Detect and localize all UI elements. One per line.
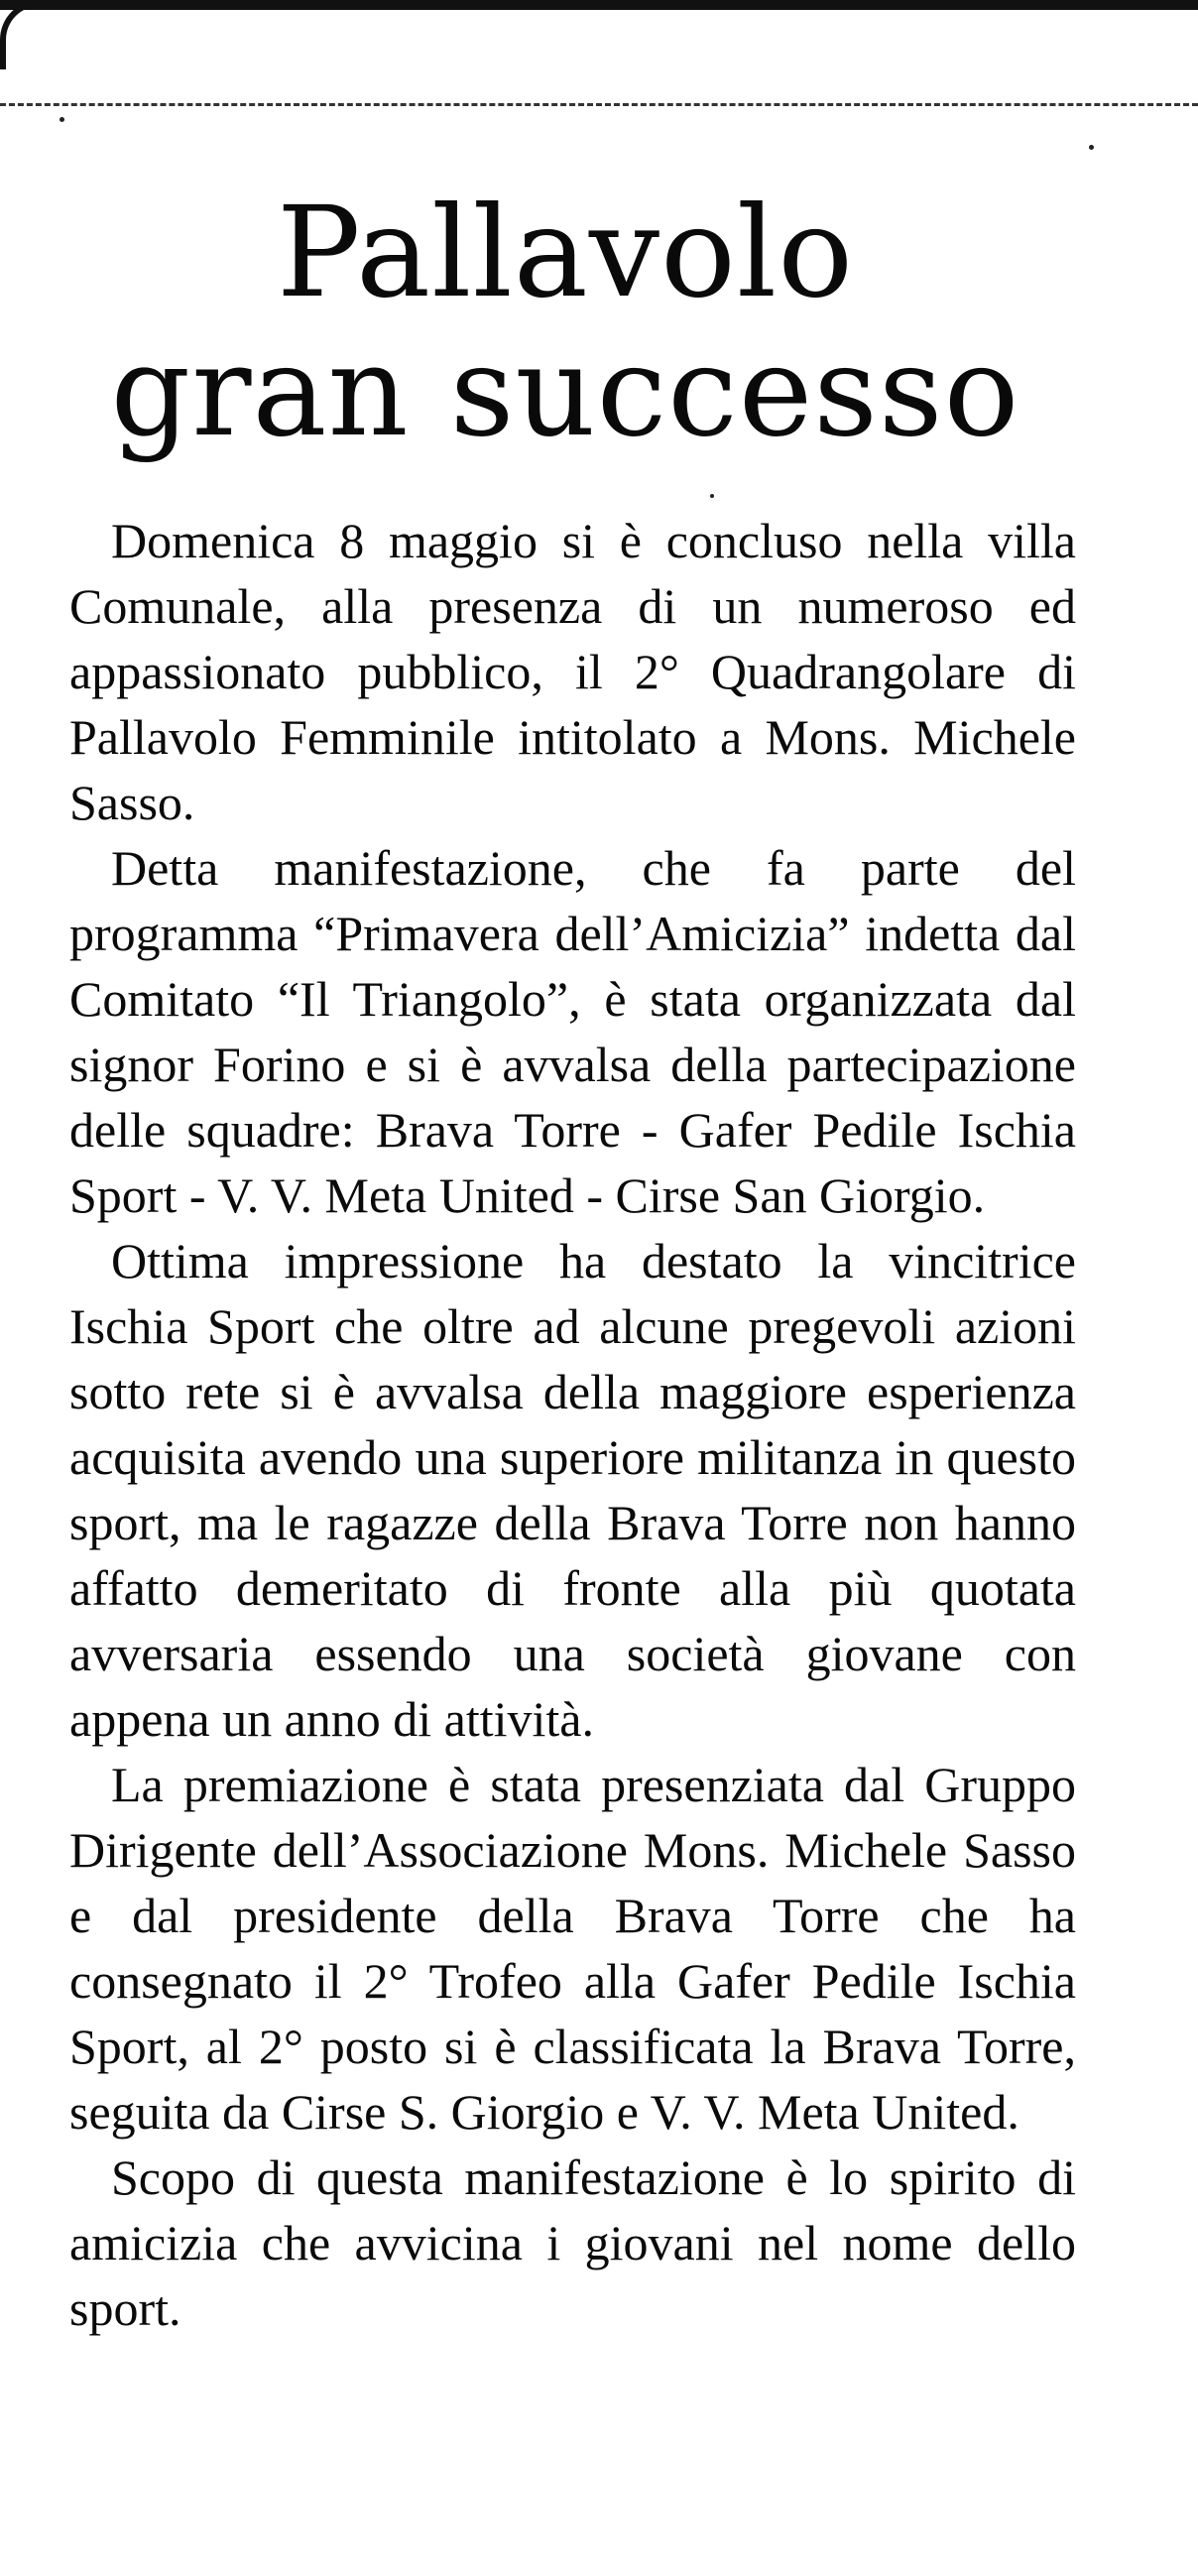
scan-speck: [60, 117, 64, 122]
article-body: [69, 508, 1076, 2341]
scan-corner-mark: [0, 0, 60, 69]
column-rule: [0, 103, 1198, 106]
article-paragraph: La premiazione è stata presenziata dal Gruppo Dirigente dell’Associazione Mons. Michele Sasso e dal presidente della Brava Torre che ha consegnato il 2° Trofeo alla Gafer Pedile Ischia Sport, al 2° posto si è classificata la Brava Torre, seguita da Cirse S. Giorgio e V. V. Meta United.: [69, 1757, 1076, 2140]
scan-speck: [1089, 145, 1094, 150]
article-paragraph: Detta manifestazione, che fa parte del programma “Primavera dell’Amicizia” indetta dal Comitato “Il Triangolo”, è stata organizzata dal signor Forino e si è avvalsa della partecipazione delle squadre: Brava Torre - Gafer Pedile Ischia Sport - V. V. Meta United - Cirse San Giorgio.: [69, 840, 1076, 1223]
headline: [0, 180, 1131, 464]
article-paragraph: Domenica 8 maggio si è concluso nella villa Comunale, alla presenza di un numeroso ed appassionato pubblico, il 2° Quadrangolare di Pallavolo Femminile intitolato a Mons. Michele Sasso.: [69, 513, 1076, 830]
article-paragraph: Ottima impressione ha destato la vincitrice Ischia Sport che oltre ad alcune pregevoli azioni sotto rete si è avvalsa della maggiore esperienza acquisita avendo una superiore militanza in questo sport, ma le ragazze della Brava Torre non hanno affatto demeritato di fronte alla più quotata avversaria essendo una società giovane con appena un anno di attività.: [69, 1233, 1076, 1747]
headline-line-2: gran successo: [110, 318, 1020, 464]
scan-speck: [710, 494, 714, 498]
scan-top-edge: [0, 0, 1198, 10]
headline-line-1: Pallavolo: [276, 180, 855, 325]
article-paragraph: Scopo di questa manifestazione è lo spirito di amicizia che avvicina i giovani nel nome dello sport.: [69, 2149, 1076, 2336]
